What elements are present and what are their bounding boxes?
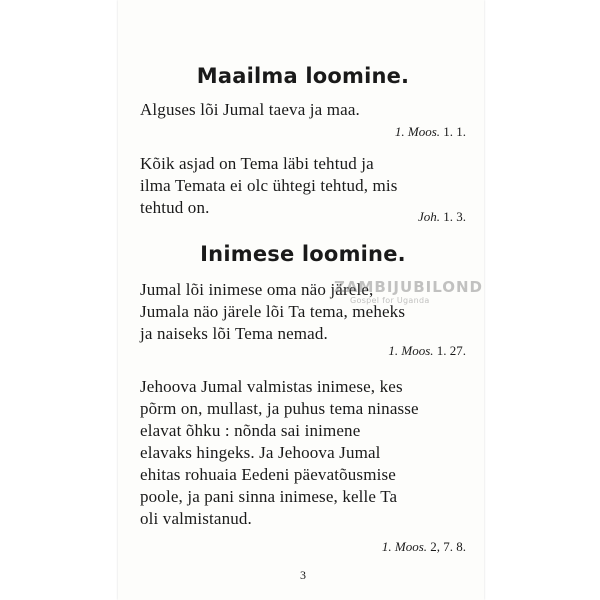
verse-line: ilma Temata ei olc ühtegi tehtud, mis (140, 176, 398, 195)
verse-reference (395, 124, 466, 140)
book-page (118, 0, 484, 600)
verse-text (140, 376, 466, 530)
reference-verse: 1. 1. (443, 124, 466, 139)
watermark-text: ZAMBIJUBILOND (334, 278, 483, 296)
reference-verse: 1. 3. (443, 209, 466, 224)
watermark-subtext: Gospel for Uganda (350, 296, 430, 305)
section-heading-creation-of-man: Inimese loomine. (200, 242, 406, 266)
verse-line: elavaks hingeks. Ja Jehoova Jumal (140, 443, 381, 462)
verse-reference (388, 343, 466, 359)
verse-line: põrm on, mullast, ja puhus tema ninasse (140, 399, 419, 418)
verse-line: oli valmistanud. (140, 509, 252, 528)
reference-book: 1. Moos. (388, 343, 434, 358)
watermark-logo (334, 278, 484, 310)
reference-book: Joh. (417, 209, 440, 224)
reference-book: 1. Moos. (381, 539, 427, 554)
verse-line: elavat õhku : nõnda sai inimene (140, 421, 361, 440)
verse-reference (382, 539, 466, 555)
verse-line: ehitas rohuaia Eedeni päevatõusmise (140, 465, 396, 484)
verse-line: Kõik asjad on Tema läbi tehtud ja (140, 154, 374, 173)
verse-line: Jumal lõi inimese oma näo järele, (140, 280, 374, 299)
reference-verse: 2, 7. 8. (430, 539, 466, 554)
verse-reference (418, 209, 466, 225)
verse-line: Jumala näo järele lõi Ta tema, meheks (140, 302, 406, 321)
verse-line: Jehoova Jumal valmistas inimese, kes (140, 377, 403, 396)
section-heading-creation-of-world: Maailma loomine. (196, 64, 410, 88)
reference-verse: 1. 27. (436, 343, 466, 358)
verse-text: Alguses lõi Jumal taeva ja maa. (140, 100, 360, 119)
reference-book: 1. Moos. (394, 124, 440, 139)
verse-line: poole, ja pani sinna inimese, kelle Ta (140, 487, 398, 506)
page-number: 3 (300, 568, 306, 582)
verse-line: tehtud on. (140, 198, 210, 217)
verse-line: ja naiseks lõi Tema nemad. (140, 324, 328, 343)
